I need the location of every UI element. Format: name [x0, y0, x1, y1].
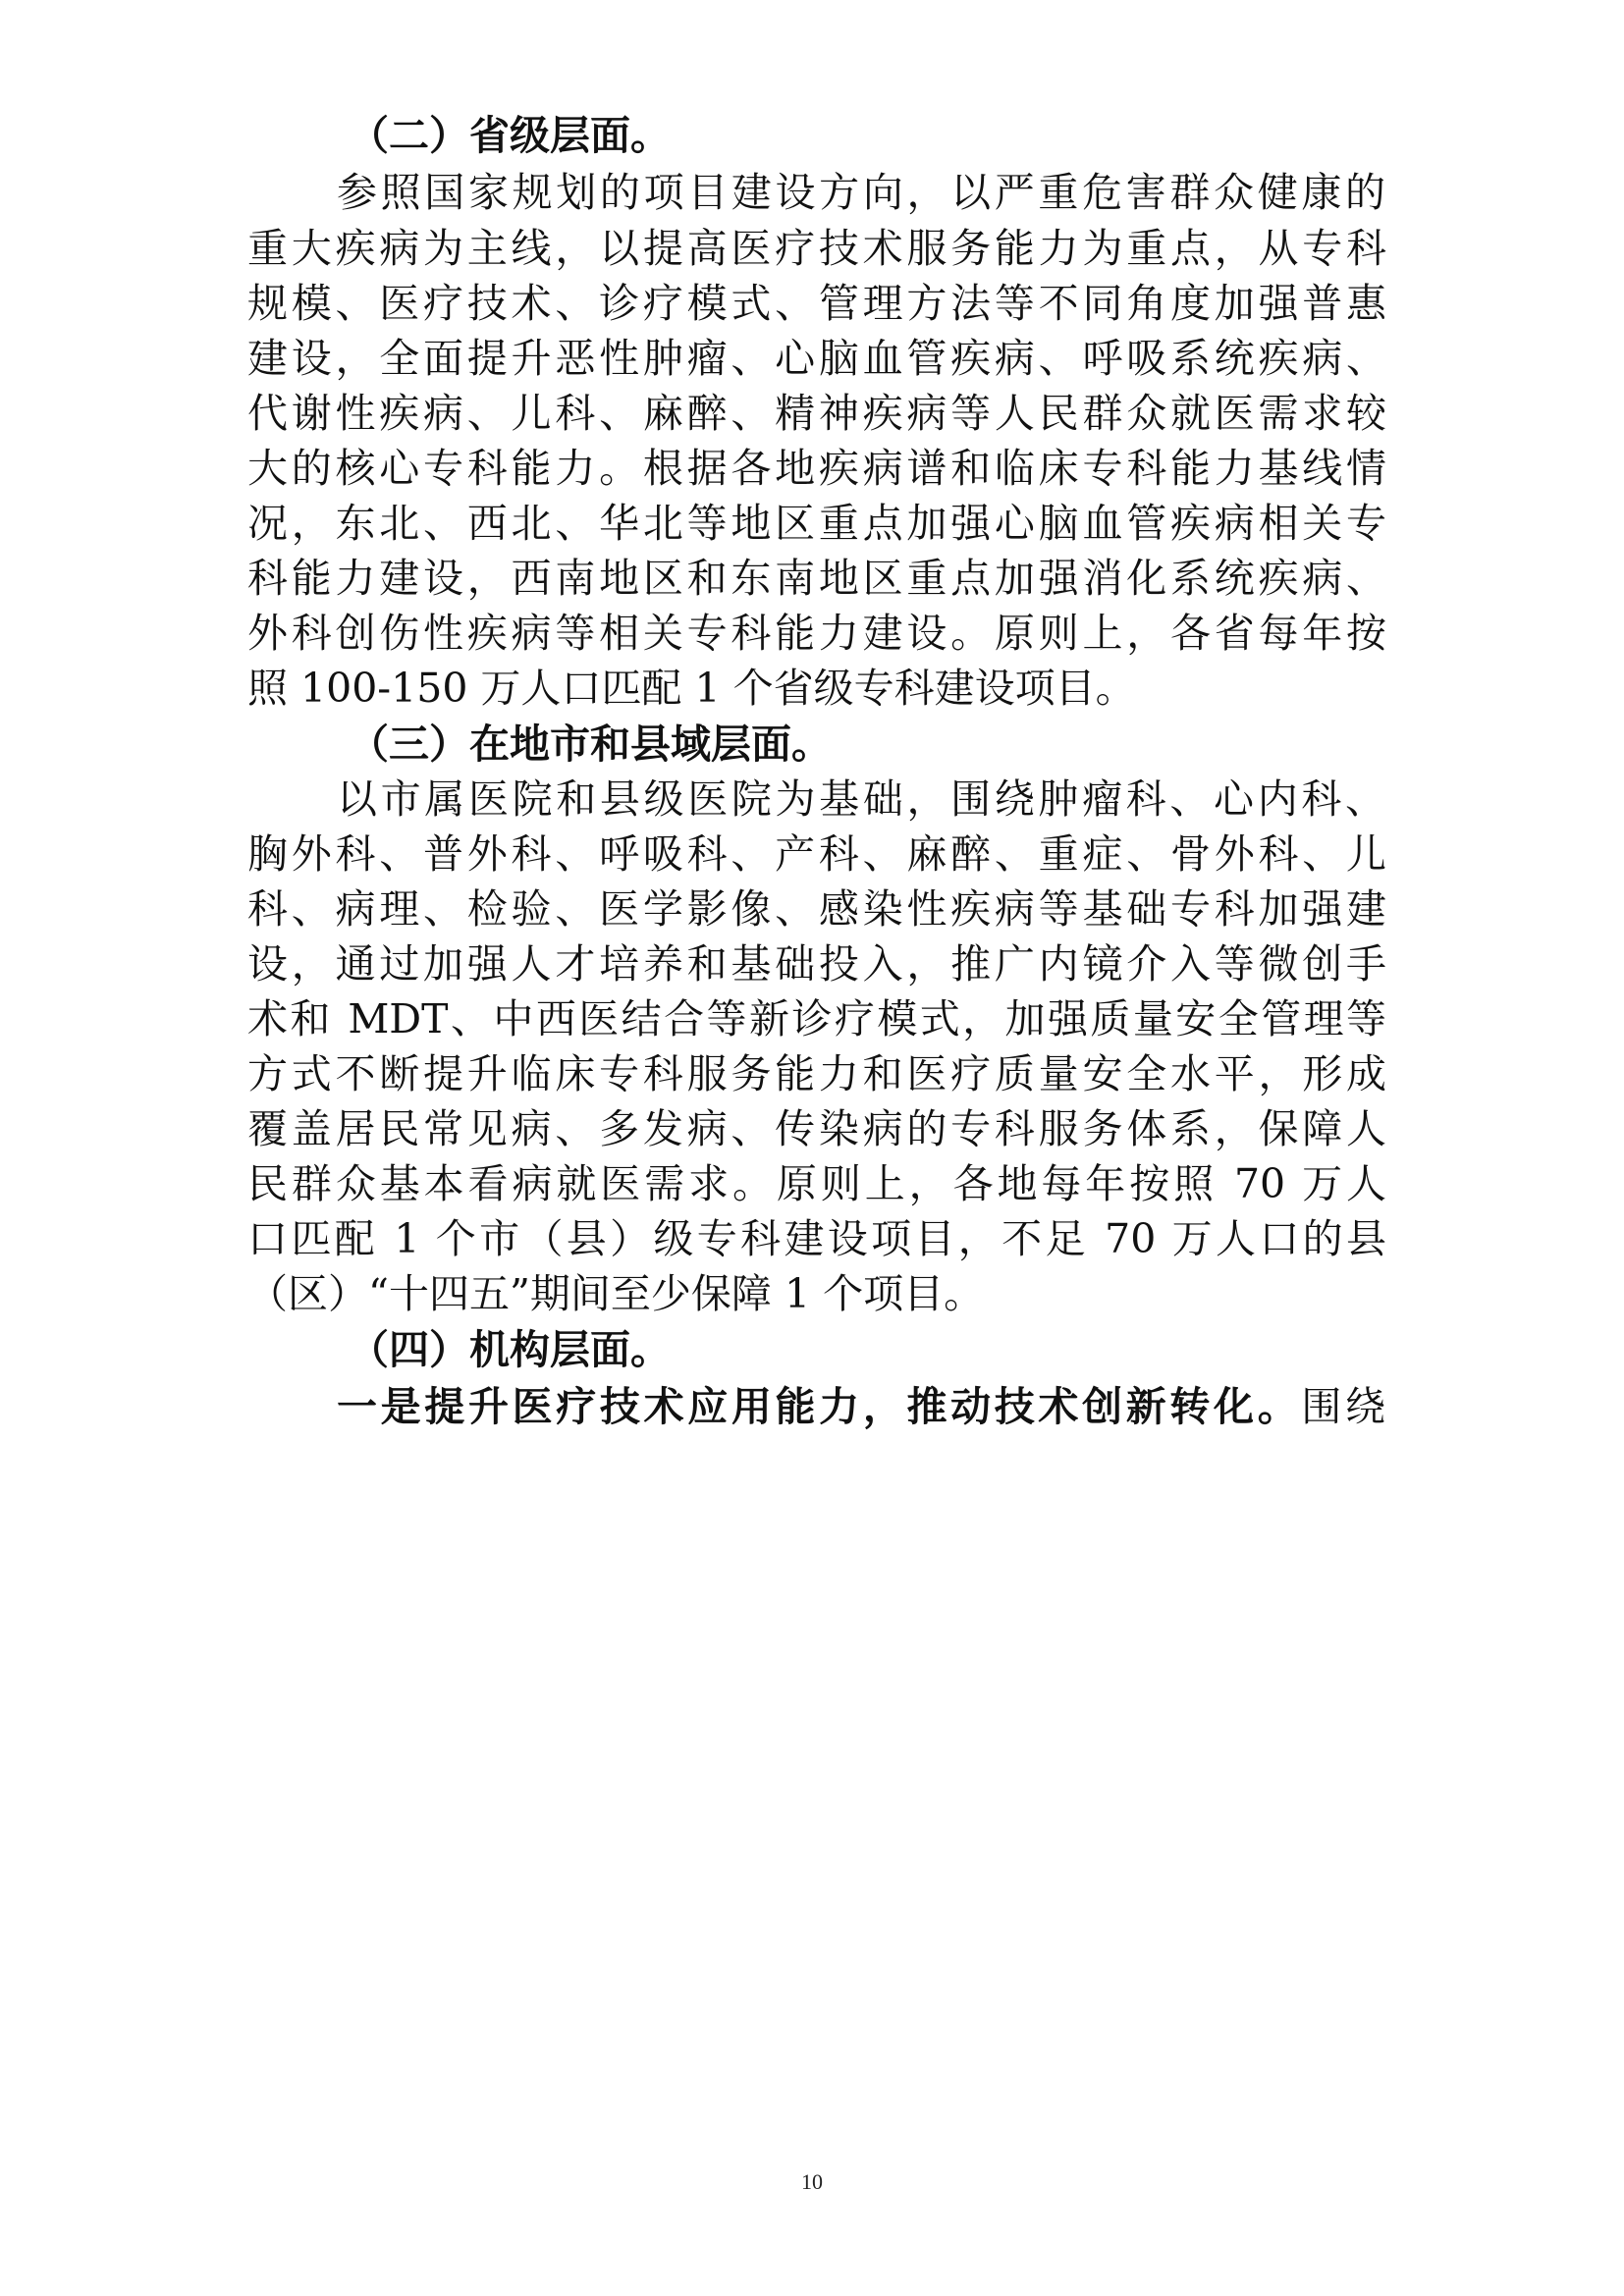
paragraph-line-text: （区）“十四五”期间至少保障 1 个项目。 — [247, 1270, 985, 1317]
section-heading-text: （二）省级层面。 — [349, 112, 671, 159]
paragraph-line-text: 科能力建设，西南地区和东南地区重点加强消化系统疾病、 — [247, 555, 1386, 602]
paragraph-line-text: 建设，全面提升恶性肿瘤、心脑血管疾病、呼吸系统疾病、 — [247, 335, 1386, 382]
lead-sentence — [337, 1365, 1385, 1448]
paragraph-line-text: 重大疾病为主线，以提高医疗技术服务能力为重点，从专科 — [247, 225, 1386, 272]
paragraph-line-text: 设，通过加强人才培养和基础投入，推广内镜介入等微创手 — [247, 940, 1386, 988]
paragraph-line-text: 口匹配 1 个市（县）级专科建设项目，不足 70 万人口的县 — [247, 1215, 1386, 1262]
paragraph-line — [0, 1365, 1624, 1448]
paragraph-line-text: 外科创伤性疾病等相关专科能力建设。原则上，各省每年按 — [247, 610, 1386, 657]
paragraph-line-text: 以市属医院和县级医院为基础，围绕肿瘤科、心内科、 — [337, 775, 1385, 823]
paragraph-line-text: 科、病理、检验、医学影像、感染性疾病等基础专科加强建 — [247, 885, 1386, 933]
paragraph-line-text: 代谢性疾病、儿科、麻醉、精神疾病等人民群众就医需求较 — [247, 390, 1386, 437]
lead-normal-text: 围绕 — [1301, 1383, 1386, 1430]
paragraph-line-text: 方式不断提升临床专科服务能力和医疗质量安全水平，形成 — [247, 1050, 1386, 1097]
paragraph-line-text: 规模、医疗技术、诊疗模式、管理方法等不同角度加强普惠 — [247, 280, 1386, 327]
paragraph-line-text: 民群众基本看病就医需求。原则上，各地每年按照 70 万人 — [247, 1160, 1386, 1207]
paragraph-line-text: 术和 MDT、中西医结合等新诊疗模式，加强质量安全管理等 — [247, 995, 1386, 1042]
paragraph-line-text: 照 100-150 万人口匹配 1 个省级专科建设项目。 — [247, 665, 1136, 712]
paragraph-line-text: 参照国家规划的项目建设方向，以严重危害群众健康的 — [337, 169, 1385, 216]
lead-bold-text: 一是提升医疗技术应用能力，推动技术创新转化。 — [337, 1383, 1302, 1430]
section-heading-text: （四）机构层面。 — [349, 1326, 671, 1373]
paragraph-line-text: 大的核心专科能力。根据各地疾病谱和临床专科能力基线情 — [247, 445, 1386, 492]
paragraph-line-text: 胸外科、普外科、呼吸科、产科、麻醉、重症、骨外科、儿 — [247, 830, 1386, 878]
paragraph-line-text: 覆盖居民常见病、多发病、传染病的专科服务体系，保障人 — [247, 1105, 1386, 1152]
paragraph-line-text: 况，东北、西北、华北等地区重点加强心脑血管疾病相关专 — [247, 500, 1386, 547]
section-heading-text: （三）在地市和县域层面。 — [349, 721, 832, 768]
page-number: 10 — [801, 2169, 823, 2194]
